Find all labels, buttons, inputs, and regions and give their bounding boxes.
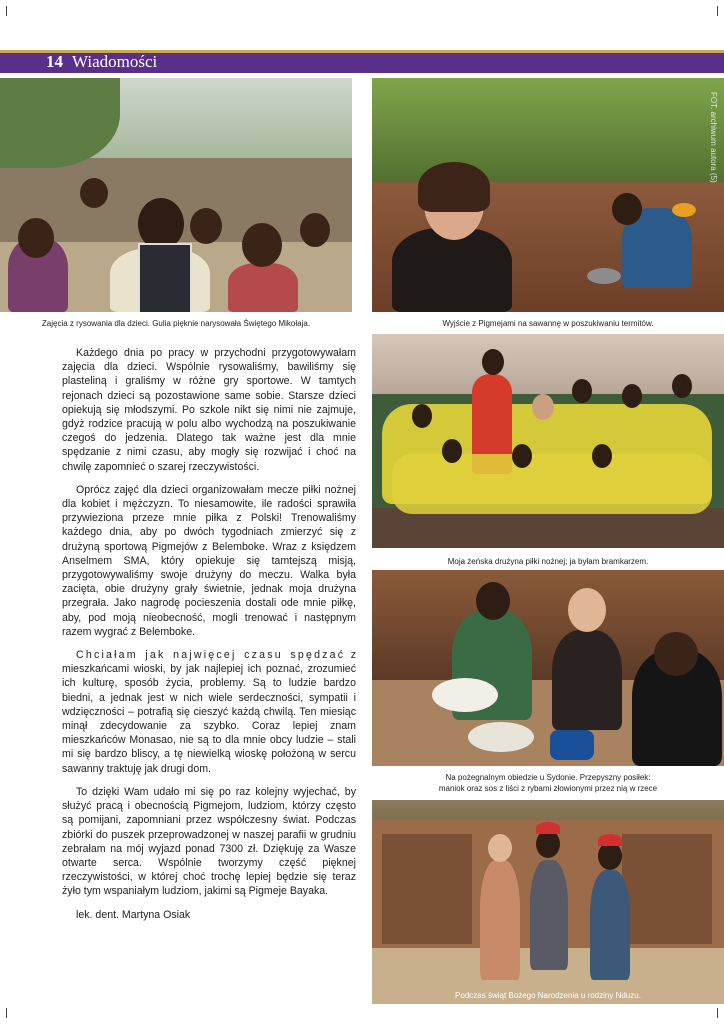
photo-caption: Zajęcia z rysowania dla dzieci. Gulia pięknie narysowała Świętego Mikołaja. bbox=[41, 319, 311, 328]
article-paragraph bbox=[62, 648, 356, 776]
article-paragraph-rest: z mieszkańcami wioski, by jak najlepiej ich poznać, zrozumieć ich kulturę, sposób życia, problemy. Są to ludzie bardzo biedni, a jednak jest w nich wiele serdeczności, sympatii i wdzięczności – potrafią się cieszyć każdą chwilą. Ten miesiąc minął zdecydowanie za szybko. Coraz lepiej znam mieszkańców Monasao, nie są to dla mnie obcy ludzie – stali mi się bardzo bliscy, a tę niewielką wioskę położoną w sercu sawanny traktuję jak drugi dom. bbox=[62, 649, 356, 775]
photo-credit: FOT. archiwum autora (5) bbox=[709, 92, 718, 183]
photo-caption: Moja żeńska drużyna piłki nożnej; ja byłam bramkarzem. bbox=[447, 557, 649, 566]
photo-caption: Podczas świąt Bożego Narodzenia u rodziny Nduzu. bbox=[455, 991, 641, 1000]
photo-christmas-family bbox=[372, 800, 724, 1004]
photo-children-drawing bbox=[0, 78, 352, 312]
article-paragraph: Każdego dnia po pracy w przychodni przygotowywałam zajęcia dla dzieci. Wspólnie rysowaliśmy, bawiliśmy się plasteliną i graliśmy w różne gry sportowe. W tamtych rejonach dzieci są pozostawione same sobie. Starsze dzieci opiekują się młodszymi. Po szkole nikt się nimi nie zajmuje, gdyż rodzice pracują w polu albo wychodzą na poszukiwanie czegoś do jedzenia. Dlatego tak ważne jest dla mnie spędzanie z nimi czasu, aby mogły się rozwijać i choć na chwilę zapomnieć o szarej rzeczywistości. bbox=[62, 347, 356, 473]
photo-pygmies-termites bbox=[372, 78, 724, 312]
photo-farewell-dinner bbox=[372, 570, 724, 766]
crop-mark bbox=[6, 1008, 16, 1018]
crop-mark bbox=[6, 6, 16, 16]
photo-caption: Wyjście z Pigmejami na sawannę w poszukiwaniu termitów. bbox=[442, 319, 654, 328]
photo-caption: Na pożegnalnym obiedzie u Sydonie. Przepyszny posiłek: bbox=[445, 773, 651, 782]
section-title: Wiadomości bbox=[72, 52, 158, 71]
article-body bbox=[62, 346, 356, 931]
crop-mark bbox=[708, 1008, 718, 1018]
crop-mark bbox=[708, 6, 718, 16]
article-paragraph: To dzięki Wam udało mi się po raz kolejny wyjechać, by służyć pracą i obecnością Pigmejom, ludziom, którzy często są pomijani, zapomniani przez współczesny świat. Podczas zbiórki do puszek przeprowadzonej w naszej parafii w grudniu zebrałam na mój wyjazd ponad 7300 zł. Dziękuję za Wasze otwarte serca. Wspólnie tworzymy część pięknej rzeczywistości, w której choć trochę lepiej będzie się teraz żyło tym wspaniałym ludziom, jakimi są Pigmeje Bayaka. bbox=[62, 785, 356, 898]
photo-caption: maniok oraz sos z liści z rybami złowionymi przez nią w rzece bbox=[438, 784, 658, 793]
article-paragraph-lead: Chciałam jak najwięcej czasu spędzać bbox=[76, 649, 346, 662]
article-paragraph: Oprócz zajęć dla dzieci organizowałam mecze piłki nożnej dla kobiet i mężczyzn. To niesamowite, ile radości sprawiła przywieziona przeze mnie piłka z Polski! Trenowaliśmy każdego dnia, aby po dwóch tygodniach zmierzyć się z drużyną sportową Pigmejów z Belemboke. Wraz z księdzem Anselmem SMA, który opiekuje się tamtejszą misją, przygotowywaliśmy swoje drużyny do meczu. Walka była zacięta, obie drużyny grały świetnie, jednak moja drużyna przegrała. Jako nagrodę pocieszenia dostali ode mnie piłkę, aby, pod moją nieobecność, mogli trenować i następnym razem wygrać z Belemboke. bbox=[62, 483, 356, 638]
photo-football-team bbox=[372, 334, 724, 548]
article-author: lek. dent. Martyna Osiak bbox=[76, 908, 191, 921]
page-number: 14 bbox=[46, 52, 63, 71]
